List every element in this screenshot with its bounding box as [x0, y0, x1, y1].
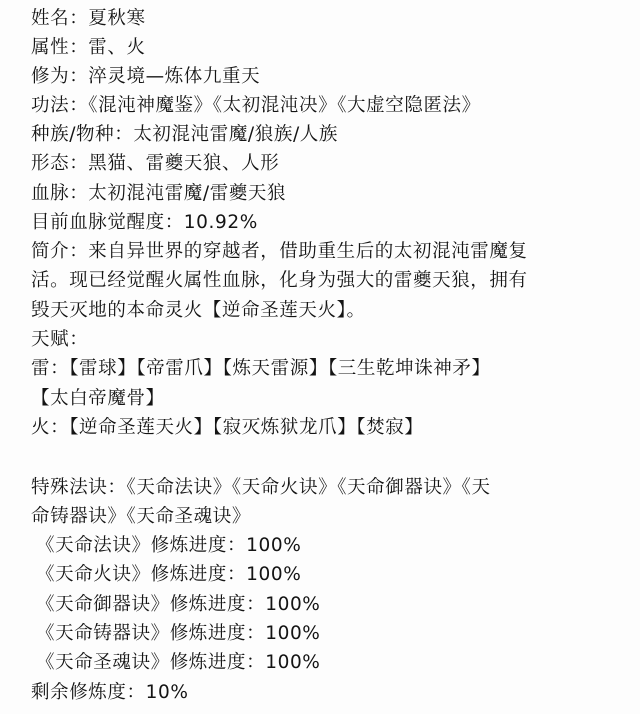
awakening-line: 目前血脉觉醒度：10.92% — [31, 212, 258, 233]
special-techniques-line: 命铸器诀》《天命圣魂诀》 — [31, 506, 251, 527]
cultivation-line: 修为：淬灵境—炼体九重天 — [31, 66, 261, 87]
talent-thunder-line: 雷：【雷球】【帝雷爪】【炼天雷源】【三生乾坤诛神矛】 — [31, 358, 491, 379]
progress-line: 《天命法诀》修炼进度：100% — [36, 535, 302, 556]
intro-line: 毁天灭地的本命灵火【逆命圣莲天火】。 — [31, 300, 366, 321]
special-techniques-line: 特殊法诀：《天命法诀》《天命火诀》《天命御器诀》《天 — [31, 477, 491, 498]
remaining-line: 剩余修炼度：10% — [31, 682, 189, 703]
progress-line: 《天命火诀》修炼进度：100% — [36, 564, 302, 585]
talent-thunder-line: 【太白帝魔骨】 — [31, 388, 165, 409]
techniques-line: 功法：《混沌神魔鉴》《太初混沌决》《大虚空隐匿法》 — [31, 95, 481, 116]
intro-line: 活。现已经觉醒火属性血脉，化身为强大的雷夔天狼，拥有 — [31, 270, 528, 291]
name-line: 姓名：夏秋寒 — [31, 8, 146, 29]
attribute-line: 属性：雷、火 — [31, 37, 146, 58]
progress-line: 《天命圣魂诀》修炼进度：100% — [36, 652, 321, 673]
talent-fire-line: 火：【逆命圣莲天火】【寂灭炼狱龙爪】【焚寂】 — [31, 417, 424, 438]
progress-line: 《天命御器诀》修炼进度：100% — [36, 594, 321, 615]
progress-line: 《天命铸器诀》修炼进度：100% — [36, 623, 321, 644]
race-line: 种族/物种：太初混沌雷魔/狼族/人族 — [31, 124, 338, 145]
talent-heading: 天赋： — [31, 329, 89, 350]
form-line: 形态：黑猫、雷夔天狼、人形 — [31, 153, 280, 174]
bloodline-line: 血脉：太初混沌雷魔/雷夔天狼 — [31, 183, 287, 204]
intro-line: 简介：来自异世界的穿越者，借助重生后的太初混沌雷魔复 — [31, 241, 528, 262]
